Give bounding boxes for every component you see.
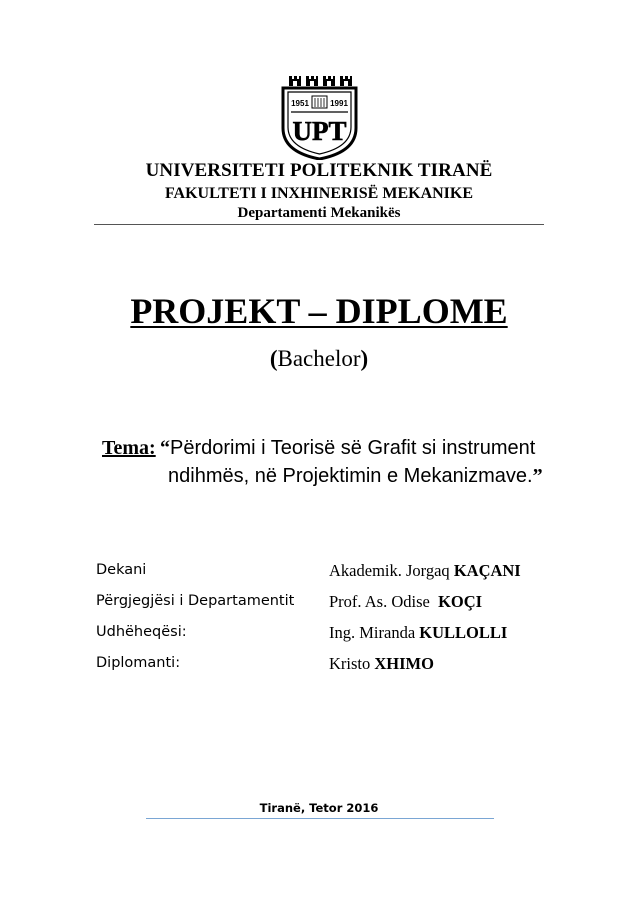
theme-text: [160, 434, 580, 490]
person-dean-surname: KAÇANI: [453, 561, 521, 580]
degree-label: Bachelor: [277, 346, 361, 371]
role-graduate: Diplomanti:: [96, 655, 181, 671]
role-department-head: Përgjegjësi i Departamentit: [96, 593, 295, 609]
document-title: PROJEKT – DIPLOME: [130, 291, 508, 331]
person-dean-title: Akademik. Jorgaq: [329, 561, 450, 580]
person-graduate-title: Kristo: [329, 654, 371, 673]
close-quote: ”: [532, 465, 543, 487]
person-supervisor-surname: KULLOLLI: [419, 623, 508, 642]
university-logo: [277, 76, 362, 160]
person-department-head-title: Prof. As. Odise: [329, 592, 430, 611]
person-department-head: [329, 592, 482, 612]
person-supervisor: [329, 623, 507, 643]
department-name: Departamenti Mekanikës: [237, 205, 401, 221]
person-supervisor-title: Ing. Miranda: [329, 623, 416, 642]
theme-label: Tema:: [102, 437, 156, 459]
logo-year-left: 1951: [291, 99, 309, 108]
footer-divider: [146, 818, 494, 819]
close-paren: ): [360, 346, 369, 371]
theme-line-2: [160, 462, 580, 490]
header-divider: [94, 224, 544, 225]
theme-line-2-text: ndihmës, në Projektimin e Mekanizmave.: [168, 465, 533, 487]
logo-acronym: UPT: [292, 116, 347, 146]
person-graduate-surname: XHIMO: [374, 654, 434, 673]
open-quote: “: [160, 437, 170, 459]
theme-line-1-text: Përdorimi i Teorisë së Grafit si instrument: [170, 437, 536, 459]
person-graduate: [329, 654, 434, 674]
faculty-name: FAKULTETI I INXHINERISË MEKANIKE: [164, 185, 474, 202]
place-date: Tiranë, Tetor 2016: [259, 801, 379, 815]
person-dean: [329, 561, 521, 581]
role-dean: Dekani: [96, 562, 147, 578]
theme-line-1: [160, 437, 535, 459]
role-supervisor: Udhëheqësi:: [96, 624, 187, 640]
degree-subtitle: [0, 346, 638, 372]
logo-year-right: 1991: [330, 99, 348, 108]
person-department-head-surname: KOÇI: [438, 592, 483, 611]
university-name: UNIVERSITETI POLITEKNIK TIRANË: [145, 160, 493, 181]
open-paren: (: [269, 346, 278, 371]
